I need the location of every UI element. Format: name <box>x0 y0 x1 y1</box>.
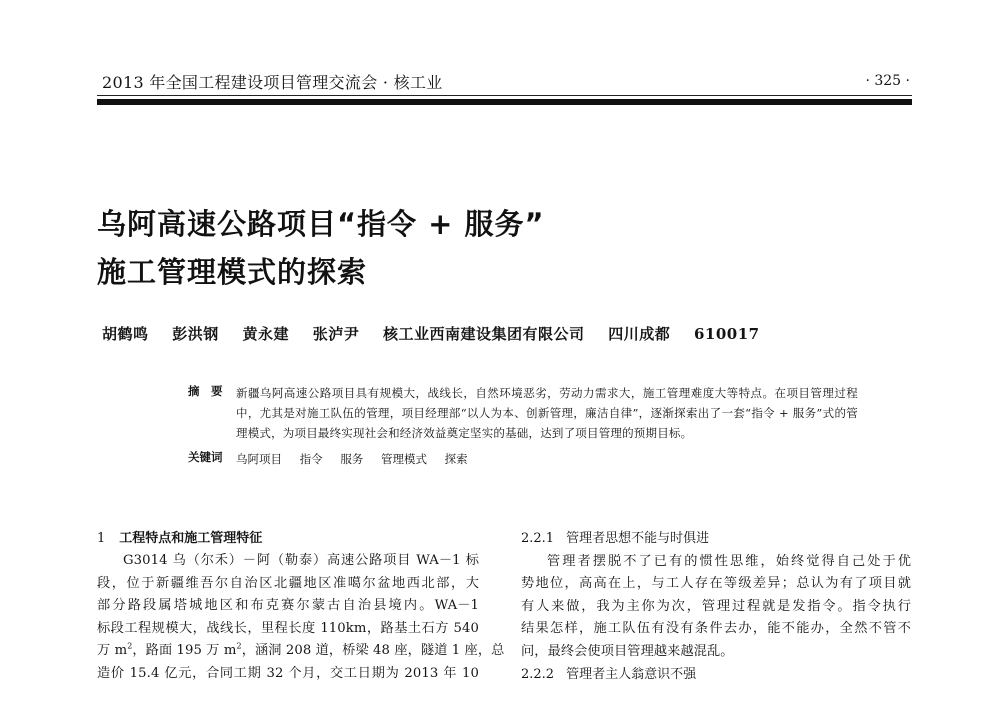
running-title: 2013 年全国工程建设项目管理交流会 · 核工业 <box>102 73 443 92</box>
body-line: 有人来做，我为主你为次，管理过程就是发指令。指令执行 <box>521 598 911 614</box>
keyword: 乌阿项目 <box>236 452 282 466</box>
subsection-heading <box>521 528 911 551</box>
author-name: 张泸尹 <box>312 325 360 343</box>
superscript: 2 <box>236 641 242 651</box>
author-name: 胡鹤鸣 <box>102 325 149 343</box>
body-line: 问，最终会使项目管理越来越混乱。 <box>521 643 734 659</box>
article-title <box>97 200 857 296</box>
abstract-text: 新疆乌阿高速公路项目具有规模大，战线长，自然环境恶劣，劳动力需求大，施工管理难度大等特点。在项目管理过程中，尤其是对施工队伍的管理，项目经理部“以人为本、创新管理，廉洁自律”，逐渐探索出了一套“指令 + 服务”式的管理模式，为项目最终实现社会和经济效益奠定坚实的基础，达到了项目管理的预期目标。 <box>236 386 858 440</box>
body-line: 结果怎样，施工队伍有没有条件去办，能不能办，全然不管不 <box>521 621 911 637</box>
subsection-number: 2.2.1 <box>521 531 555 546</box>
body-line: 标段工程规模大，战线长，里程长度 110km，路基土石方 540 <box>97 620 479 636</box>
author-name: 黄永建 <box>242 325 290 343</box>
body-line: 管理者摆脱不了已有的惯性思维，始终觉得自己处于优 <box>547 553 911 569</box>
section-title: 工程特点和施工管理特征 <box>119 531 263 546</box>
body-line: 段，位于新疆维吾尔自治区北疆地区准噶尔盆地西北部，大 <box>97 575 479 591</box>
subsection-number: 2.2.2 <box>521 666 555 682</box>
text-run: ，涵洞 208 道，桥梁 48 座，隧道 1 座，总 <box>241 643 505 659</box>
body-line: 势地位，高高在上，与工人存在等级差异；总认为有了项目就 <box>521 576 911 592</box>
keyword: 管理模式 <box>380 452 427 466</box>
keywords <box>188 449 858 469</box>
abstract-label: 摘 要 <box>188 384 223 398</box>
body-line: 造价 15.4 亿元，合同工期 32 个月，交工日期为 2013 年 10 <box>97 665 479 681</box>
page-number: · 325 · <box>865 73 910 89</box>
body-line: G3014 乌（尔禾）－阿（勒泰）高速公路项目 WA－1 标 <box>123 553 479 568</box>
text-run: 万 m <box>97 643 128 659</box>
left-column <box>97 528 505 686</box>
body-line: 部分路段属塔城地区和布克赛尔蒙古自治县境内。WA－1 <box>97 598 479 614</box>
section-heading <box>97 528 479 550</box>
keyword: 指令 <box>299 452 323 466</box>
subsection-title: 管理者主人翁意识不强 <box>566 666 697 682</box>
subsection-title: 管理者思想不能与时俱进 <box>566 531 710 546</box>
author-name: 彭洪钢 <box>172 325 219 343</box>
header-rule-thick <box>97 99 912 105</box>
running-header <box>102 70 912 98</box>
title-line-2: 施工管理模式的探索 <box>97 255 368 289</box>
author-location: 四川成都 <box>608 325 671 343</box>
title-line-1: 乌阿高速公路项目“指令 + 服务” <box>97 207 545 241</box>
keyword: 探索 <box>444 452 468 466</box>
keywords-list <box>236 449 858 469</box>
keywords-label: 关键词 <box>188 450 223 464</box>
keyword: 服务 <box>340 452 364 466</box>
body-line <box>97 640 505 663</box>
text-run: ，路面 195 万 m <box>132 643 237 659</box>
header-rule-thin <box>97 95 912 96</box>
author-line <box>102 323 760 344</box>
right-column <box>521 528 911 686</box>
abstract <box>188 383 858 469</box>
author-postcode: 610017 <box>694 325 760 343</box>
subsection-heading <box>521 664 911 687</box>
section-number: 1 <box>97 531 106 546</box>
superscript: 2 <box>127 641 133 651</box>
author-affiliation: 核工业西南建设集团有限公司 <box>383 325 585 343</box>
